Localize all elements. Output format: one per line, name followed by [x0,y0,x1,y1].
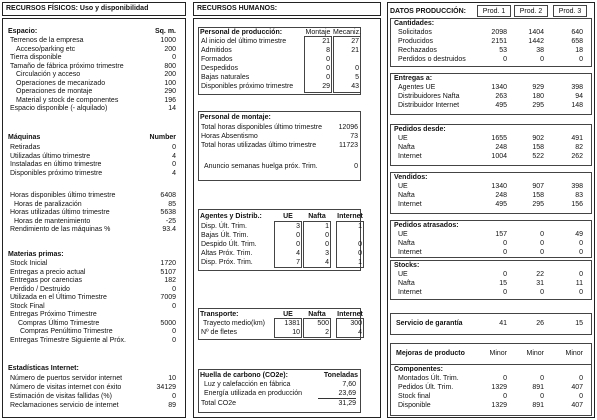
componentes-row-value: 0 [503,375,507,382]
cantidades-row-value: 2098 [491,29,507,36]
espacio-row-value: 200 [164,45,176,53]
cantidades-row-value: 18 [575,47,583,54]
materias-row-label: Compras Último Trimestre [18,319,100,327]
atrasados-row-value: 0 [579,240,583,247]
maquinas-row-value: 0 [172,144,176,151]
atrasados-row-value: 0 [540,240,544,247]
transporte-col-header: UE [283,311,293,318]
cantidades-row-value: 658 [571,38,583,45]
datos-col-header-frame [553,5,587,17]
humanos-header [193,2,381,16]
vendidos-row-label: Nafta [398,192,415,199]
entregas-row-value: 180 [532,93,544,100]
agentes-col-header: Nafta [308,213,326,220]
carbono-row-value: 23,69 [318,390,356,399]
espacio-row-value: 1000 [160,37,176,44]
materias-row-label: Entregas a precio actual [10,268,86,276]
pedidos-row-value: 902 [532,135,544,142]
entregas-row-value: 398 [571,84,583,91]
pedidos-row-value: 262 [571,153,583,160]
espacio-row-label: Tamaño de fábrica próximo trimestre [10,62,124,70]
maquinas-hours-row-value: 93.4 [162,226,176,233]
pedidos-row-label: UE [398,135,408,142]
agentes-row-value: 3 [296,223,300,230]
pedidos-row-value: 1655 [491,135,507,142]
componentes-row-label: Pedidos Últ. Trim. [398,384,454,391]
entregas-row-value: 929 [532,84,544,91]
datos-col-header-frame [477,5,511,17]
entregas-row-value: 495 [495,102,507,109]
datos-col-header: Prod. 3 [558,8,582,15]
produccion-row-montaje: 0 [326,65,330,72]
transporte-row-value: 10 [292,329,300,336]
materias-title: Materias primas: [8,251,64,258]
entregas-row-value: 94 [575,93,583,100]
internet-row-value: 34129 [156,384,176,391]
agentes-col-frame [274,221,302,268]
cantidades-row-label: Solicitados [398,29,432,36]
materias-row-value: 5000 [160,319,176,327]
stocks-row-label: UE [398,271,408,278]
produccion-row-label: Admitidos [201,47,232,54]
stocks-row-value: 0 [540,289,544,296]
componentes-title: Componentes: [394,366,443,373]
transporte-row-value: 300 [350,320,362,327]
vendidos-row-value: 83 [575,192,583,199]
internet-row-label: Número de puertos servidor internet [10,375,123,382]
materias-row-value: 182 [164,277,176,284]
entregas-row-value: 263 [495,93,507,100]
espacio-row-label: Material y stock de componentes [16,96,119,104]
materias-row-label: Perdido / Destruido [10,285,70,293]
materias-row-value: 5107 [160,268,176,276]
humanos-title: RECURSOS HUMANOS: [197,5,278,12]
atrasados-row-value: 157 [495,231,507,238]
agentes-col-frame [336,221,364,268]
agentes-row-label: Altas Próx. Trim. [201,250,253,257]
agentes-row-value: 0 [358,241,362,248]
agentes-row-value: 3 [325,250,329,257]
materias-row-label: Entregas por carencias [10,277,82,284]
transporte-row-value: 4 [358,329,362,336]
agentes-row-value: 0 [325,241,329,248]
atrasados-row-label: Nafta [398,240,415,247]
stocks-row-value: 11 [575,280,583,287]
internet-row-label: Reclamaciones servicio de internet [10,402,119,409]
espacio-row-value: 100 [164,79,176,87]
transporte-row-value: 2 [325,329,329,336]
componentes-row-value: 0 [540,393,544,400]
maquinas-hours-row-value: 5638 [160,209,176,216]
datos-col-header-frame [514,5,548,17]
atrasados-row-label: Internet [398,249,422,256]
pedidos-row-value: 522 [532,153,544,160]
produccion-row-mecaniz: 27 [351,38,359,45]
produccion-row-montaje: 29 [322,83,330,90]
agentes-title: Agentes y Distrib.: [200,213,262,220]
produccion-row-mecaniz: 0 [355,65,359,72]
transporte-row-label: Nº de fletes [201,329,238,336]
agentes-row-value: 4 [296,250,300,257]
entregas-row-label: Distribuidor Internet [398,102,460,109]
atrasados-title: Pedidos atrasados: [394,222,459,229]
maquinas-hours-row-value: -25 [165,217,176,225]
vendidos-row-value: 156 [571,201,583,208]
produccion-row-montaje: 0 [326,74,330,81]
maquinas-row-label: Disponibles próximo trimestre [10,169,103,177]
cantidades-row-value: 53 [499,47,507,54]
pedidos-row-value: 248 [495,144,507,151]
entregas-row-label: Distribuidores Nafta [398,93,460,100]
transporte-col-frame [336,318,364,338]
stocks-row-value: 31 [536,280,544,287]
transporte-col-header: Nafta [308,311,326,318]
componentes-row-value: 891 [532,384,544,391]
datos-col-header: Prod. 2 [519,8,543,15]
garantia-label: Servicio de garantía [396,320,463,327]
agentes-row-value: 4 [325,259,329,266]
cantidades-row-value: 2151 [491,38,507,45]
atrasados-row-value: 0 [540,249,544,256]
agentes-row-label: Despido Últ. Trim. [201,241,257,248]
materias-row-label: Stock Inicial [10,260,48,267]
componentes-row-label: Stock final [398,393,431,400]
atrasados-row-label: UE [398,231,408,238]
cantidades-row-value: 0 [579,56,583,63]
espacio-row-label: Acceso/parking etc [16,45,76,53]
stocks-row-value: 15 [499,280,507,287]
stocks-title: Stocks: [394,262,420,269]
produccion-row-label: Despedidos [201,65,238,72]
stocks-row-label: Internet [398,289,422,296]
montaje-row-value: 11723 [339,142,358,149]
agentes-col-frame [303,221,331,268]
materias-row-label: Entregas Trimestre Siguiente al Próx. [10,336,126,344]
agentes-col-header: UE [283,213,293,220]
entregas-row-label: Agentes UE [398,84,436,91]
produccion-col-mecaniz-frame [333,36,361,93]
montaje-row-label: Horas Absentismo [201,133,258,140]
vendidos-row-value: 907 [532,183,544,190]
materias-row-value: 0 [172,336,176,344]
maquinas-hours-row-value: 6408 [160,192,176,199]
produccion-row-label: Al inicio del último trimestre [201,38,287,45]
cantidades-row-value: 1404 [528,29,544,36]
componentes-row-label: Montados Últ. Trim. [398,375,459,382]
produccion-row-mecaniz: 43 [351,83,359,90]
maquinas-hours-row-label: Horas disponibles último trimestre [10,192,116,199]
componentes-row-value: 1329 [491,384,507,391]
materias-row-label: Stock Final [10,302,45,310]
espacio-row-value: 0 [172,54,176,61]
internet-title: Estadísticas Internet: [8,365,79,372]
datos-title: DATOS PRODUCCIÓN: [390,8,466,15]
pedidos-row-value: 1004 [491,153,507,160]
espacio-row-value: 196 [164,96,176,104]
agentes-col-header: Internet [337,213,363,220]
componentes-row-value: 0 [579,375,583,382]
mejoras-value: Minor [526,350,544,357]
pedidos-title: Pedidos desde: [394,126,446,133]
espacio-row-label: Tierra disponible [10,54,62,61]
produccion-col-montaje-frame [304,36,332,93]
transporte-col-frame [274,318,302,338]
atrasados-row-value: 0 [503,249,507,256]
agentes-row-value: 1 [358,259,362,266]
produccion-row-mecaniz: 5 [355,74,359,81]
componentes-row-value: 0 [503,393,507,400]
internet-row-value: 0 [172,393,176,400]
espacio-unit: Sq. m. [154,28,176,35]
produccion-row-label: Formados [201,56,233,63]
componentes-row-value: 0 [540,375,544,382]
espacio-row-label: Operaciones de mecanizado [16,79,106,87]
entregas-row-value: 148 [571,102,583,109]
produccion-row-montaje: 21 [322,38,330,45]
cantidades-row-value: 0 [503,56,507,63]
garantia-value: 26 [536,320,544,327]
atrasados-row-value: 0 [579,249,583,256]
internet-row-label: Número de visitas internet con éxito [10,384,122,391]
fisicos-header [2,2,186,16]
vendidos-row-value: 1340 [491,183,507,190]
vendidos-row-value: 398 [571,183,583,190]
materias-row-value: 0 [172,285,176,293]
mejoras-value: Minor [489,350,507,357]
espacio-row-value: 800 [164,62,176,70]
carbono-total-value: 31,29 [338,400,356,407]
vendidos-row-value: 295 [532,201,544,208]
atrasados-row-value: 0 [540,231,544,238]
garantia-value: 41 [499,320,507,327]
espacio-row-label: Circulación y acceso [16,71,81,78]
espacio-title: Espacio: [8,28,38,35]
maquinas-hours-row-value: 85 [168,200,176,208]
stocks-row-label: Nafta [398,280,415,287]
produccion-title: Personal de producción: [200,29,283,36]
materias-row-value: 0 [172,328,176,335]
maquinas-row-label: Utilizadas último trimestre [10,152,91,160]
maquinas-row-value: 0 [172,161,176,168]
materias-row-label: Entregas Próximo Trimestre [10,311,97,318]
vendidos-row-value: 158 [532,192,544,199]
materias-row-value: 0 [172,302,176,310]
agentes-row-value: 0 [325,232,329,239]
datos-col-header: Prod. 1 [482,8,506,15]
stocks-row-value: 0 [503,289,507,296]
produccion-row-montaje: 0 [326,56,330,63]
maquinas-row-value: 4 [172,152,176,160]
transporte-title: Transporte: [200,311,239,318]
agentes-row-value: 1 [358,223,362,230]
materias-row-value: 7009 [160,294,176,301]
mejoras-label: Mejoras de producto [396,350,465,357]
carbono-unit: Toneladas [323,372,358,379]
produccion-col-montaje: Montaje [305,29,331,36]
componentes-row-value: 407 [571,402,583,409]
componentes-row-value: 0 [579,393,583,400]
stocks-row-value: 0 [579,289,583,296]
agentes-row-label: Bajas Últ. Trim. [201,232,249,239]
anuncio-value: 0 [354,163,358,170]
atrasados-row-value: 49 [575,231,583,238]
montaje-row-label: Total horas disponibles último trimestre [201,124,322,131]
montaje-row-value: 12096 [338,124,358,131]
pedidos-row-value: 82 [575,144,583,151]
stocks-row-value: 22 [536,271,544,278]
transporte-col-header: Internet [337,311,363,318]
vendidos-row-label: Internet [398,201,422,208]
fisicos-title: RECURSOS FÍSICOS: Uso y disponibilidad [6,5,149,12]
componentes-row-value: 891 [532,402,544,409]
carbono-row-label: Energía utilizada en producción [204,390,303,397]
stocks-row-value: 0 [503,271,507,278]
entregas-title: Entregas a: [394,75,433,82]
transporte-row-value: 1381 [284,320,300,327]
maquinas-hours-row-label: Horas utilizadas último trimestre [10,209,110,216]
produccion-row-label: Bajas naturales [201,74,250,81]
materias-row-value: 1720 [160,260,176,267]
vendidos-title: Vendidos: [394,174,428,181]
pedidos-row-value: 491 [571,135,583,142]
vendidos-row-label: UE [398,183,408,190]
garantia-value: 15 [575,320,583,327]
cantidades-row-value: 1442 [528,38,544,45]
internet-row-label: Estimación de visitas fallidas (%) [10,393,112,400]
carbono-total-label: Total CO2e [201,400,237,407]
espacio-row-value: 290 [164,88,176,95]
agentes-row-value: 0 [296,241,300,248]
produccion-row-montaje: 8 [326,47,330,54]
produccion-row-mecaniz: 21 [351,47,359,54]
montaje-title: Personal de montaje: [200,114,271,121]
maquinas-hours-row-label: Horas de mantenimiento [14,217,91,225]
agentes-row-value: 0 [358,250,362,257]
maquinas-row-label: Instaladas en último trimestre [10,161,102,168]
montaje-row-label: Total horas utilizadas último trimestre [201,142,317,149]
vendidos-row-value: 248 [495,192,507,199]
produccion-row-label: Disponibles próximo trimestre [201,83,294,90]
entregas-row-value: 1340 [491,84,507,91]
atrasados-row-value: 0 [503,240,507,247]
pedidos-row-label: Nafta [398,144,415,151]
pedidos-row-label: Internet [398,153,422,160]
agentes-row-value: 0 [296,232,300,239]
cantidades-title: Cantidades: [394,20,435,27]
espacio-row-value: 200 [164,71,176,78]
transporte-row-value: 500 [317,320,329,327]
componentes-row-value: 1329 [491,402,507,409]
montaje-row-value: 73 [350,133,358,140]
materias-row-label: Compras Penúltimo Trimestre [20,328,113,335]
entregas-row-value: 295 [532,102,544,109]
maquinas-title: Máquinas [8,134,41,141]
componentes-row-value: 407 [571,384,583,391]
internet-row-value: 89 [168,402,176,409]
carbono-title: Huella de carbono (CO2e): [200,372,288,379]
agentes-row-value: 7 [296,259,300,266]
stocks-row-value: 0 [579,271,583,278]
cantidades-row-value: 0 [540,56,544,63]
transporte-row-label: Trayecto medio(km) [203,320,265,327]
carbono-row-value: 7,60 [342,381,356,388]
maquinas-unit: Number [149,134,176,141]
cantidades-row-label: Rechazados [398,47,437,54]
maquinas-hours-row-label: Horas de paralización [14,200,82,208]
materias-row-value [136,311,176,319]
maquinas-hours-row-label: Rendimiento de las máquinas % [10,226,111,233]
pedidos-row-value: 158 [532,144,544,151]
componentes-row-label: Disponible [398,402,431,409]
carbono-row-label: Luz y calefacción en fábrica [204,381,291,388]
agentes-row-label: Disp. Últ. Trim. [201,223,247,230]
espacio-row-value: 14 [168,105,176,112]
vendidos-row-value: 495 [495,201,507,208]
materias-row-label: Utilizada en el Último Trimestre [10,294,107,301]
espacio-row-label: Operaciones de montaje [16,88,93,95]
cantidades-row-value: 640 [571,29,583,36]
cantidades-row-label: Producidos [398,38,434,45]
transporte-col-frame [303,318,331,338]
cantidades-row-label: Perdidos o destruidos [398,56,466,63]
mejoras-value: Minor [565,350,583,357]
produccion-col-mecaniz: Mecaniz. [333,29,362,36]
maquinas-row-value: 4 [172,169,176,177]
espacio-row-label: Espacio disponible (- alquilado) [10,105,108,112]
maquinas-row-label: Retiradas [10,144,40,151]
anuncio-label: Anuncio semanas huelga próx. Trim. [204,163,318,170]
agentes-row-label: Disp. Próx. Trim. [201,259,253,266]
internet-row-value: 10 [168,375,176,382]
espacio-row-label: Terrenos de la empresa [10,37,84,44]
cantidades-row-value: 38 [536,47,544,54]
agentes-row-value: 1 [325,223,329,230]
